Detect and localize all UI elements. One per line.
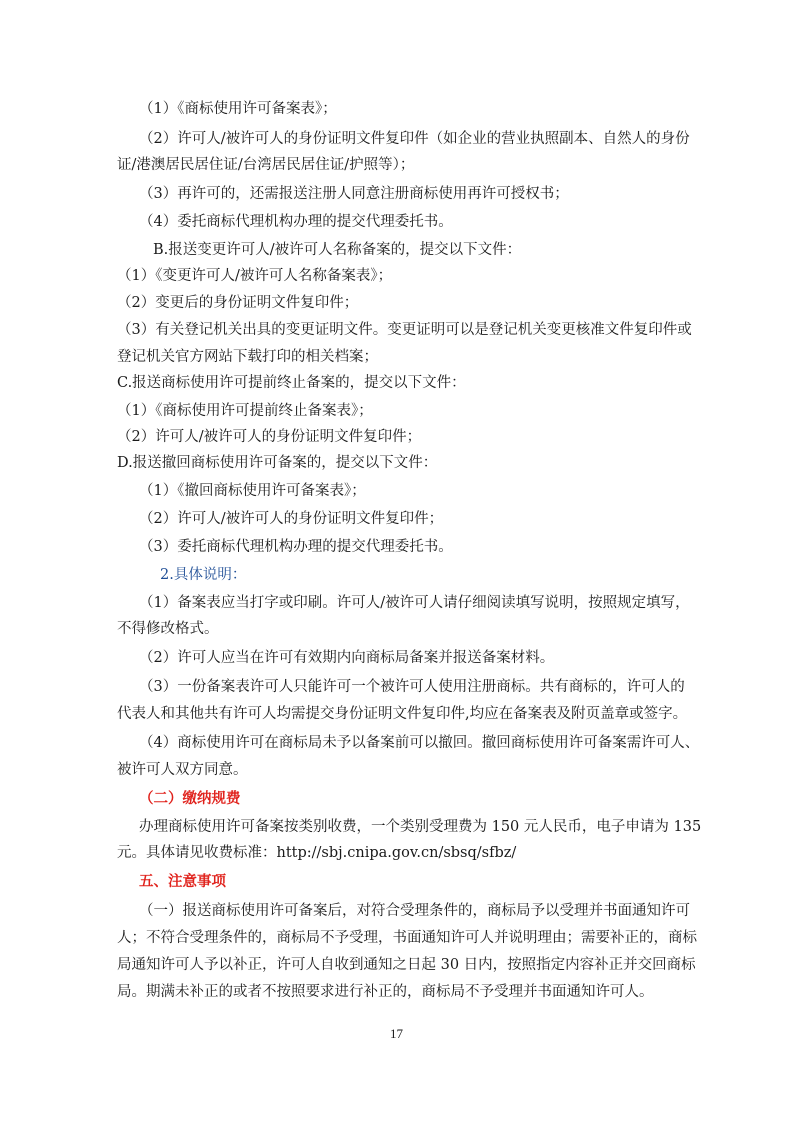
text-line: 代表人和其他共有许可人均需提交身份证明文件复印件,均应在备案表及附页盖章或签字。 — [117, 706, 688, 722]
text-line: （1）备案表应当打字或印刷。许可人/被许可人请仔细阅读填写说明，按照规定填写， — [139, 595, 690, 611]
text-line: （4）委托商标代理机构办理的提交代理委托书。 — [139, 214, 453, 230]
text-line: （3）委托商标代理机构办理的提交代理委托书。 — [139, 539, 453, 555]
text-line: （2）许可人/被许可人的身份证明文件复印件； — [139, 511, 444, 527]
text-line: 局。期满未补正的或者不按照要求进行补正的，商标局不予受理并书面通知许可人。 — [117, 984, 654, 1000]
text-line: 局通知许可人予以补正，许可人自收到通知之日起 30 日内，按照指定内容补正并交回商标 — [117, 957, 696, 973]
text-line: 元。具体请见收费标准：http://sbj.cnipa.gov.cn/sbsq/sfbz/ — [117, 845, 517, 861]
section-heading-notes: 五、注意事项 — [139, 873, 226, 890]
section-heading-d: D.报送撤回商标使用许可备案的，提交以下文件： — [117, 455, 438, 471]
text-line: （1）《撤回商标使用许可备案表》； — [139, 483, 366, 499]
text-line: （1）《商标使用许可备案表》； — [139, 101, 337, 117]
text-line: （一）报送商标使用许可备案后，对符合受理条件的，商标局予以受理并书面通知许可 — [139, 903, 690, 919]
section-heading-b: B.报送变更许可人/被许可人名称备案的，提交以下文件： — [153, 242, 522, 258]
section-heading-c: C.报送商标使用许可提前终止备案的，提交以下文件： — [117, 375, 466, 391]
text-line: （2）许可人应当在许可有效期内向商标局备案并报送备案材料。 — [139, 650, 555, 666]
text-line: 被许可人双方同意。 — [117, 762, 248, 778]
text-line: （2）许可人/被许可人的身份证明文件复印件； — [117, 429, 422, 445]
text-line: 人；不符合受理条件的，商标局不予受理，书面通知许可人并说明理由；需要补正的，商标 — [117, 930, 697, 946]
text-line: （2）许可人/被许可人的身份证明文件复印件（如企业的营业执照副本、自然人的身份 — [139, 131, 690, 147]
subheading-specific-notes: 2.具体说明： — [160, 567, 247, 583]
page-number: 17 — [390, 1026, 403, 1041]
text-line: （3）再许可的，还需报送注册人同意注册商标使用再许可授权书； — [139, 186, 569, 202]
text-line: （3）有关登记机关出具的变更证明文件。变更证明可以是登记机关变更核准文件复印件或 — [117, 322, 692, 338]
text-line: （4）商标使用许可在商标局未予以备案前可以撤回。撤回商标使用许可备案需许可人、 — [139, 735, 700, 751]
text-line: 证/港澳居民居住证/台湾居民居住证/护照等）； — [117, 157, 415, 173]
text-line: （2）变更后的身份证明文件复印件； — [117, 295, 359, 311]
text-line: （3）一份备案表许可人只能许可一个被许可人使用注册商标。共有商标的，许可人的 — [139, 679, 685, 695]
text-line: 办理商标使用许可备案按类别收费，一个类别受理费为 150 元人民币，电子申请为 135 — [139, 819, 702, 835]
text-line: （1）《商标使用许可提前终止备案表》； — [117, 403, 373, 419]
text-line: （1）《变更许可人/被许可人名称备案表》； — [117, 268, 393, 284]
text-line: 不得修改格式。 — [117, 621, 219, 637]
section-heading-fees: （二）缴纳规费 — [139, 790, 241, 807]
text-line: 登记机关官方网站下载打印的相关档案； — [117, 349, 378, 365]
